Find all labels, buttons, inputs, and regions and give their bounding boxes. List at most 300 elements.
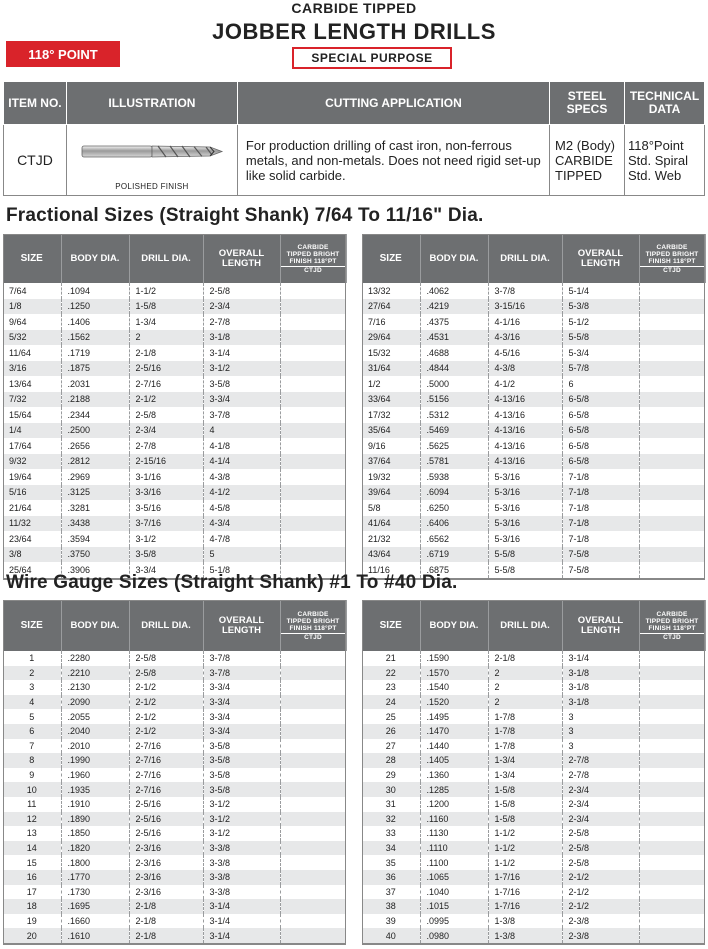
cell-overall-length: 7-1/8: [562, 469, 639, 485]
cell-size: 10: [3, 782, 61, 797]
cell-size: 13/64: [3, 376, 61, 392]
cell-body-dia: .1360: [420, 768, 488, 783]
cell-body-dia: .1730: [61, 885, 129, 900]
cell-size: 17/64: [3, 438, 61, 454]
cell-drill-dia: 2-7/16: [129, 768, 203, 783]
header-drill-dia: DRILL DIA.: [488, 234, 562, 283]
cell-body-dia: .1935: [61, 782, 129, 797]
cell-drill-dia: 2-7/16: [129, 753, 203, 768]
cell-size: 35/64: [362, 423, 420, 439]
header-ctjd-code: CTJD: [663, 267, 681, 274]
cell-drill-dia: 4-5/16: [488, 345, 562, 361]
header-overall-length: OVERALL LENGTH: [562, 234, 639, 283]
cell-overall-length: 3-3/8: [203, 855, 280, 870]
cell-size: 19/32: [362, 469, 420, 485]
cell-drill-dia: 2-3/16: [129, 885, 203, 900]
header-size: SIZE: [3, 600, 61, 651]
cell-body-dia: .2055: [61, 709, 129, 724]
cell-overall-length: 3-3/8: [203, 841, 280, 856]
item-no-cell: CTJD: [4, 125, 67, 196]
cell-size: 36: [362, 870, 420, 885]
cell-overall-length: 4-5/8: [203, 500, 280, 516]
steel-specs-cell: [550, 125, 625, 196]
cell-size: 5/16: [3, 485, 61, 501]
cell-size: 27: [362, 739, 420, 754]
cell-body-dia: .1406: [61, 314, 129, 330]
cell-size: 18: [3, 899, 61, 914]
cell-body-dia: .5625: [420, 438, 488, 454]
cell-overall-length: 4-3/8: [203, 469, 280, 485]
cell-body-dia: .1470: [420, 724, 488, 739]
cell-overall-length: 7-5/8: [562, 547, 639, 563]
cell-overall-length: 2-3/8: [562, 928, 639, 943]
cell-overall-length: 2-3/4: [562, 812, 639, 827]
cell-size: 39/64: [362, 485, 420, 501]
cell-overall-length: 4-1/2: [203, 485, 280, 501]
cell-body-dia: .2040: [61, 724, 129, 739]
cell-body-dia: .4375: [420, 314, 488, 330]
cell-body-dia: .1110: [420, 841, 488, 856]
header-illustration: ILLUSTRATION: [66, 82, 237, 125]
cell-body-dia: .1990: [61, 753, 129, 768]
cell-size: 27/64: [362, 299, 420, 315]
cell-drill-dia: 1-5/8: [488, 797, 562, 812]
cell-size: 40: [362, 928, 420, 943]
cell-size: 6: [3, 724, 61, 739]
cell-overall-length: 3-1/8: [203, 330, 280, 346]
header-size: SIZE: [362, 234, 420, 283]
cell-drill-dia: 5-5/8: [488, 562, 562, 578]
cell-drill-dia: 2-15/16: [129, 454, 203, 470]
cell-overall-length: 6-5/8: [562, 454, 639, 470]
cell-drill-dia: 3-7/16: [129, 516, 203, 532]
cell-body-dia: .1440: [420, 739, 488, 754]
cell-size: 29/64: [362, 330, 420, 346]
cell-body-dia: .2188: [61, 392, 129, 408]
cell-overall-length: 3: [562, 724, 639, 739]
cell-body-dia: .1660: [61, 914, 129, 929]
cell-size: 1/2: [362, 376, 420, 392]
cell-overall-length: 5-1/8: [203, 562, 280, 578]
cell-size: 2: [3, 666, 61, 681]
cell-body-dia: .2344: [61, 407, 129, 423]
cell-size: 32: [362, 812, 420, 827]
cell-body-dia: .5781: [420, 454, 488, 470]
cell-drill-dia: 2-1/8: [129, 345, 203, 361]
cell-size: 43/64: [362, 547, 420, 563]
cell-body-dia: .1562: [61, 330, 129, 346]
cell-size: 33/64: [362, 392, 420, 408]
cell-drill-dia: 5-3/16: [488, 469, 562, 485]
cell-drill-dia: 3-1/16: [129, 469, 203, 485]
cell-size: 15: [3, 855, 61, 870]
cell-body-dia: .1250: [61, 299, 129, 315]
cell-overall-length: 4-3/4: [203, 516, 280, 532]
cell-body-dia: .3594: [61, 531, 129, 547]
cell-body-dia: .1495: [420, 709, 488, 724]
cell-overall-length: 3-1/4: [203, 914, 280, 929]
cell-drill-dia: 2: [488, 695, 562, 710]
product-table: [3, 81, 705, 196]
header-ctjd-code: CTJD: [304, 267, 322, 274]
steel-spec-line: TIPPED: [555, 167, 603, 183]
cell-body-dia: .1094: [61, 283, 129, 299]
cell-overall-length: 3-7/8: [203, 651, 280, 666]
cell-size: 24: [362, 695, 420, 710]
cell-overall-length: 2-5/8: [562, 855, 639, 870]
header-ctjd-code: CTJD: [304, 634, 322, 641]
cell-size: 19: [3, 914, 61, 929]
cell-overall-length: 2-5/8: [203, 283, 280, 299]
cell-body-dia: .1540: [420, 680, 488, 695]
cell-drill-dia: 1-7/8: [488, 709, 562, 724]
cell-size: 12: [3, 812, 61, 827]
cell-body-dia: .1015: [420, 899, 488, 914]
cell-body-dia: .5469: [420, 423, 488, 439]
cell-body-dia: .1040: [420, 885, 488, 900]
catalog-title: JOBBER LENGTH DRILLS: [212, 19, 496, 44]
cell-overall-length: 2-5/8: [562, 841, 639, 856]
cell-drill-dia: 2-5/16: [129, 826, 203, 841]
cell-body-dia: .3125: [61, 485, 129, 501]
cell-size: 37: [362, 885, 420, 900]
cell-overall-length: 3: [562, 739, 639, 754]
fractional-section-title: Fractional Sizes (Straight Shank) 7/64 To 11/16" Dia.: [6, 205, 484, 226]
cell-size: 14: [3, 841, 61, 856]
cell-drill-dia: 1-3/4: [129, 314, 203, 330]
cell-body-dia: .6094: [420, 485, 488, 501]
header-steel-specs: STEEL SPECS: [550, 82, 625, 125]
cell-drill-dia: 4-13/16: [488, 454, 562, 470]
cell-size: 5/8: [362, 500, 420, 516]
cell-size: 13: [3, 826, 61, 841]
cell-drill-dia: 5-3/16: [488, 531, 562, 547]
cell-body-dia: .1160: [420, 812, 488, 827]
cell-size: 31: [362, 797, 420, 812]
cell-body-dia: .1800: [61, 855, 129, 870]
cell-body-dia: .1820: [61, 841, 129, 856]
header-overall-length: OVERALL LENGTH: [203, 600, 280, 651]
cell-drill-dia: 2: [129, 330, 203, 346]
cell-overall-length: 4: [203, 423, 280, 439]
cell-body-dia: .1570: [420, 666, 488, 681]
cell-overall-length: 3-1/8: [562, 695, 639, 710]
header-body-dia: BODY DIA.: [61, 234, 129, 283]
cell-size: 15/64: [3, 407, 61, 423]
cell-size: 8: [3, 753, 61, 768]
cell-drill-dia: 3-1/2: [129, 531, 203, 547]
cell-drill-dia: 2-1/2: [129, 392, 203, 408]
cell-drill-dia: 1-1/2: [488, 841, 562, 856]
cell-body-dia: .2280: [61, 651, 129, 666]
cell-overall-length: 3-5/8: [203, 782, 280, 797]
cell-body-dia: .2031: [61, 376, 129, 392]
cell-size: 37/64: [362, 454, 420, 470]
tech-data-line: Std. Web: [628, 167, 682, 183]
cell-size: 41/64: [362, 516, 420, 532]
cell-drill-dia: 2-5/8: [129, 666, 203, 681]
cell-overall-length: 5: [203, 547, 280, 563]
cell-overall-length: 4-1/8: [203, 438, 280, 454]
steel-spec-line: CARBIDE: [555, 152, 613, 168]
cell-overall-length: 3-3/4: [203, 695, 280, 710]
cell-size: 3: [3, 680, 61, 695]
cell-body-dia: .1590: [420, 651, 488, 666]
cell-body-dia: .5312: [420, 407, 488, 423]
cell-overall-length: 3-3/8: [203, 885, 280, 900]
cell-size: 21/64: [3, 500, 61, 516]
header-carbide-label: CARBIDE TIPPED BRIGHT FINISH 118°PT: [281, 610, 346, 634]
cell-overall-length: 3-1/8: [562, 666, 639, 681]
cell-overall-length: 4-1/4: [203, 454, 280, 470]
cell-overall-length: 6-5/8: [562, 407, 639, 423]
cell-drill-dia: 1-1/2: [488, 855, 562, 870]
cell-drill-dia: 1-5/8: [488, 812, 562, 827]
cell-drill-dia: 2-7/16: [129, 376, 203, 392]
cell-size: 22: [362, 666, 420, 681]
cell-size: 15/32: [362, 345, 420, 361]
cell-overall-length: 2-3/4: [562, 797, 639, 812]
cell-drill-dia: 3-3/4: [129, 562, 203, 578]
cell-overall-length: 5-7/8: [562, 361, 639, 377]
cell-overall-length: 3-5/8: [203, 768, 280, 783]
header-ctjd-code: CTJD: [663, 634, 681, 641]
point-badge: 118° POINT: [6, 41, 120, 67]
cell-overall-length: 7-1/8: [562, 531, 639, 547]
cell-drill-dia: 3-7/8: [488, 283, 562, 299]
cell-body-dia: .1100: [420, 855, 488, 870]
cell-drill-dia: 5-3/16: [488, 485, 562, 501]
cell-drill-dia: 2-1/2: [129, 724, 203, 739]
tech-data-line: Std. Spiral: [628, 152, 688, 168]
header-size: SIZE: [3, 234, 61, 283]
cell-drill-dia: 2-5/16: [129, 797, 203, 812]
cell-overall-length: 7-5/8: [562, 562, 639, 578]
header-technical-data: TECHNICAL DATA: [625, 82, 705, 125]
wire-gauge-section-title: Wire Gauge Sizes (Straight Shank) #1 To #40 Dia.: [6, 572, 458, 593]
cell-overall-length: 3-1/2: [203, 361, 280, 377]
header-overall-length: OVERALL LENGTH: [203, 234, 280, 283]
cell-body-dia: .0980: [420, 928, 488, 943]
cell-drill-dia: 2-3/16: [129, 855, 203, 870]
cell-overall-length: 3-1/4: [203, 928, 280, 943]
cell-drill-dia: 2-5/16: [129, 361, 203, 377]
cell-drill-dia: 2-5/8: [129, 651, 203, 666]
cell-body-dia: .3438: [61, 516, 129, 532]
cell-drill-dia: 3-5/16: [129, 500, 203, 516]
cell-size: 9/64: [3, 314, 61, 330]
cell-size: 19/64: [3, 469, 61, 485]
cell-drill-dia: 4-3/16: [488, 330, 562, 346]
header-overall-length: OVERALL LENGTH: [562, 600, 639, 651]
cell-drill-dia: 1-3/8: [488, 914, 562, 929]
drill-bit-icon: [70, 129, 234, 179]
header-body-dia: BODY DIA.: [420, 234, 488, 283]
cell-size: 1/8: [3, 299, 61, 315]
cell-body-dia: .1960: [61, 768, 129, 783]
cell-overall-length: 3-1/2: [203, 812, 280, 827]
cell-body-dia: .4844: [420, 361, 488, 377]
cell-overall-length: 3-1/8: [562, 680, 639, 695]
cell-body-dia: .4531: [420, 330, 488, 346]
tech-data-line: 118°Point: [628, 137, 684, 153]
cell-size: 29: [362, 768, 420, 783]
cell-overall-length: 3-3/4: [203, 680, 280, 695]
cell-overall-length: 2-5/8: [562, 826, 639, 841]
cell-size: 21/32: [362, 531, 420, 547]
cell-overall-length: 3-5/8: [203, 739, 280, 754]
cell-size: 23: [362, 680, 420, 695]
header-drill-dia: DRILL DIA.: [488, 600, 562, 651]
cell-size: 33: [362, 826, 420, 841]
cell-body-dia: .3750: [61, 547, 129, 563]
cell-overall-length: 3-1/4: [203, 345, 280, 361]
cell-body-dia: .1285: [420, 782, 488, 797]
cell-body-dia: .5156: [420, 392, 488, 408]
cell-body-dia: .1405: [420, 753, 488, 768]
cell-drill-dia: 2-1/8: [129, 928, 203, 943]
cell-body-dia: .3906: [61, 562, 129, 578]
cell-size: 28: [362, 753, 420, 768]
cell-drill-dia: 1-7/8: [488, 739, 562, 754]
cell-overall-length: 6-5/8: [562, 438, 639, 454]
cell-size: 5/32: [3, 330, 61, 346]
cell-overall-length: 3-1/2: [203, 797, 280, 812]
cell-drill-dia: 4-13/16: [488, 423, 562, 439]
cell-drill-dia: 2-3/4: [129, 423, 203, 439]
cell-size: 7/32: [3, 392, 61, 408]
cell-body-dia: .6406: [420, 516, 488, 532]
cell-drill-dia: 4-13/16: [488, 392, 562, 408]
cell-size: 16: [3, 870, 61, 885]
cell-body-dia: .1875: [61, 361, 129, 377]
steel-spec-line: M2 (Body): [555, 137, 616, 153]
cell-drill-dia: 1-7/16: [488, 870, 562, 885]
cell-size: 38: [362, 899, 420, 914]
cell-size: 20: [3, 928, 61, 943]
cell-size: 31/64: [362, 361, 420, 377]
cell-overall-length: 5-5/8: [562, 330, 639, 346]
cell-drill-dia: 3-15/16: [488, 299, 562, 315]
cell-drill-dia: 2-1/8: [488, 651, 562, 666]
cell-size: 7: [3, 739, 61, 754]
special-purpose-label: SPECIAL PURPOSE: [292, 47, 452, 69]
cell-drill-dia: 4-1/2: [488, 376, 562, 392]
header-drill-dia: DRILL DIA.: [129, 600, 203, 651]
cell-size: 9: [3, 768, 61, 783]
cell-size: 11/64: [3, 345, 61, 361]
cell-body-dia: .1065: [420, 870, 488, 885]
cell-drill-dia: 2-1/8: [129, 914, 203, 929]
cell-drill-dia: 4-13/16: [488, 438, 562, 454]
cell-body-dia: .4688: [420, 345, 488, 361]
cell-overall-length: 5-3/4: [562, 345, 639, 361]
cell-size: 21: [362, 651, 420, 666]
cell-overall-length: 3-1/4: [562, 651, 639, 666]
cell-drill-dia: 1-5/8: [488, 782, 562, 797]
cell-body-dia: .2210: [61, 666, 129, 681]
cell-overall-length: 3-3/4: [203, 724, 280, 739]
cell-body-dia: .2010: [61, 739, 129, 754]
cell-overall-length: 2-7/8: [203, 314, 280, 330]
cell-size: 4: [3, 695, 61, 710]
cell-drill-dia: 2-3/16: [129, 841, 203, 856]
cell-body-dia: .1130: [420, 826, 488, 841]
cell-drill-dia: 2-7/16: [129, 739, 203, 754]
cell-size: 34: [362, 841, 420, 856]
cell-size: 9/16: [362, 438, 420, 454]
cell-body-dia: .5938: [420, 469, 488, 485]
cell-size: 7/64: [3, 283, 61, 299]
cell-body-dia: .1520: [420, 695, 488, 710]
cell-drill-dia: 2-1/2: [129, 709, 203, 724]
cell-body-dia: .6875: [420, 562, 488, 578]
cell-overall-length: 3-3/4: [203, 392, 280, 408]
cell-drill-dia: 2-7/16: [129, 782, 203, 797]
cell-drill-dia: 2-1/2: [129, 680, 203, 695]
cell-drill-dia: 1-1/2: [488, 826, 562, 841]
cell-overall-length: 5-1/2: [562, 314, 639, 330]
cell-overall-length: 7-1/8: [562, 485, 639, 501]
cell-drill-dia: 2-5/16: [129, 812, 203, 827]
cell-body-dia: .6562: [420, 531, 488, 547]
cell-body-dia: .6719: [420, 547, 488, 563]
cell-body-dia: .2090: [61, 695, 129, 710]
cell-overall-length: 3-5/8: [203, 376, 280, 392]
header-cutting-application: CUTTING APPLICATION: [237, 82, 549, 125]
cell-size: 39: [362, 914, 420, 929]
cell-body-dia: .0995: [420, 914, 488, 929]
cell-body-dia: .2969: [61, 469, 129, 485]
cell-overall-length: 2-3/8: [562, 914, 639, 929]
cell-drill-dia: 4-3/8: [488, 361, 562, 377]
header-carbide-label: CARBIDE TIPPED BRIGHT FINISH 118°PT: [281, 243, 346, 267]
cell-drill-dia: 5-3/16: [488, 500, 562, 516]
cell-drill-dia: 2: [488, 680, 562, 695]
cell-overall-length: 7-1/8: [562, 500, 639, 516]
cell-drill-dia: 4-13/16: [488, 407, 562, 423]
cell-body-dia: .2500: [61, 423, 129, 439]
cell-overall-length: 3-3/8: [203, 870, 280, 885]
cell-overall-length: 3-3/4: [203, 709, 280, 724]
cell-size: 30: [362, 782, 420, 797]
illustration-caption: POLISHED FINISH: [115, 182, 189, 191]
cell-body-dia: .1910: [61, 797, 129, 812]
cell-drill-dia: 2-5/8: [129, 407, 203, 423]
cell-size: 1: [3, 651, 61, 666]
cell-overall-length: 3-5/8: [203, 753, 280, 768]
cell-overall-length: 3-1/2: [203, 826, 280, 841]
cell-overall-length: 3-7/8: [203, 666, 280, 681]
cell-drill-dia: 1-3/8: [488, 928, 562, 943]
cell-overall-length: 2-1/2: [562, 870, 639, 885]
header-carbide-label: CARBIDE TIPPED BRIGHT FINISH 118°PT: [640, 243, 705, 267]
illustration-cell: [66, 125, 237, 196]
cell-drill-dia: 3-5/8: [129, 547, 203, 563]
cell-body-dia: .1200: [420, 797, 488, 812]
catalog-subtitle: CARBIDE TIPPED: [291, 0, 417, 16]
cell-overall-length: 4-7/8: [203, 531, 280, 547]
cell-size: 3/16: [3, 361, 61, 377]
cell-overall-length: 2-7/8: [562, 768, 639, 783]
cell-body-dia: .3281: [61, 500, 129, 516]
cell-drill-dia: 5-5/8: [488, 547, 562, 563]
cell-drill-dia: 5-3/16: [488, 516, 562, 532]
cell-overall-length: 2-1/2: [562, 885, 639, 900]
cell-body-dia: .6250: [420, 500, 488, 516]
cell-size: 11/32: [3, 516, 61, 532]
technical-data-cell: [625, 125, 705, 196]
